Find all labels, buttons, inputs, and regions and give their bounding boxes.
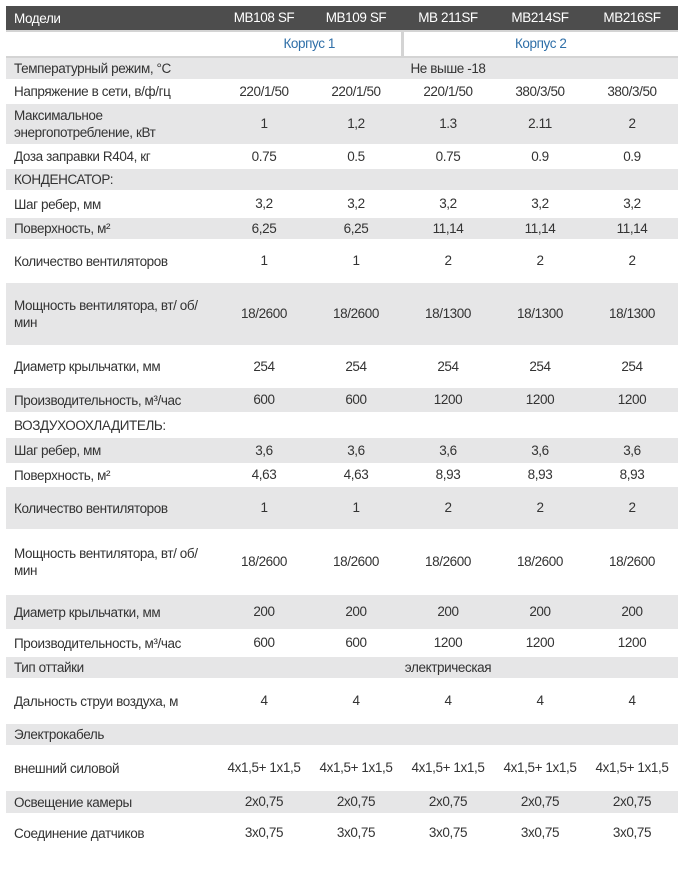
model-name: MB216SF xyxy=(586,6,678,31)
row-value: 600 xyxy=(218,630,310,656)
row-value: 3,6 xyxy=(218,437,310,464)
spec-row xyxy=(6,464,678,486)
row-value: 3,2 xyxy=(586,191,678,217)
row-value: 0.9 xyxy=(586,145,678,168)
corpus-1-label: Корпус 1 xyxy=(218,31,402,57)
row-value: 11,14 xyxy=(402,217,494,240)
model-name: MB108 SF xyxy=(218,6,310,31)
row-value: 1 xyxy=(310,486,402,530)
row-value: 1,2 xyxy=(310,103,402,145)
spec-row xyxy=(6,387,678,413)
spec-row xyxy=(6,168,678,191)
row-value: 3,6 xyxy=(586,437,678,464)
row-value: 200 xyxy=(494,594,586,630)
row-value: 4х1,5+ 1х1,5 xyxy=(310,746,402,790)
row-value: 2х0,75 xyxy=(586,790,678,814)
spec-row xyxy=(6,723,678,746)
row-value: 18/2600 xyxy=(494,530,586,594)
row-value: 2 xyxy=(494,240,586,282)
row-label: Диаметр крыльчатки, мм xyxy=(6,594,218,630)
row-value: 254 xyxy=(586,346,678,387)
row-value: 3,6 xyxy=(402,437,494,464)
row-value: 18/1300 xyxy=(494,282,586,346)
spec-row xyxy=(6,282,678,346)
spec-row xyxy=(6,57,678,80)
row-label: Поверхность, м² xyxy=(6,217,218,240)
row-value: 200 xyxy=(218,594,310,630)
row-value: 380/3/50 xyxy=(586,80,678,103)
row-value: 3х0,75 xyxy=(218,814,310,852)
row-value: 4х1,5+ 1х1,5 xyxy=(586,746,678,790)
row-value: 2 xyxy=(402,240,494,282)
row-span-value: электрическая xyxy=(218,656,678,679)
row-value: 220/1/50 xyxy=(402,80,494,103)
row-value: 1200 xyxy=(586,387,678,413)
spec-row xyxy=(6,656,678,679)
row-label: Диаметр крыльчатки, мм xyxy=(6,346,218,387)
row-value: 0.75 xyxy=(218,145,310,168)
row-value: 4х1,5+ 1х1,5 xyxy=(494,746,586,790)
row-value: 3,2 xyxy=(494,191,586,217)
row-value: 200 xyxy=(402,594,494,630)
row-value: 0.5 xyxy=(310,145,402,168)
spec-row xyxy=(6,191,678,217)
row-label: Напряжение в сети, в/ф/гц xyxy=(6,80,218,103)
row-value: 1200 xyxy=(494,630,586,656)
row-value: 1200 xyxy=(402,630,494,656)
row-value: 220/1/50 xyxy=(310,80,402,103)
corpus-row xyxy=(6,31,678,57)
row-value: 18/2600 xyxy=(310,282,402,346)
row-value: 3х0,75 xyxy=(402,814,494,852)
row-value: 4 xyxy=(494,679,586,723)
row-value: 18/1300 xyxy=(586,282,678,346)
spec-row xyxy=(6,530,678,594)
row-value: 4,63 xyxy=(218,464,310,486)
row-value: 11,14 xyxy=(586,217,678,240)
spec-row xyxy=(6,679,678,723)
row-label: Мощность вентилятора, вт/ об/мин xyxy=(6,530,218,594)
row-value: 1200 xyxy=(494,387,586,413)
row-value: 254 xyxy=(310,346,402,387)
row-value: 4 xyxy=(586,679,678,723)
spec-row xyxy=(6,486,678,530)
row-value: 2 xyxy=(402,486,494,530)
model-name: MB109 SF xyxy=(310,6,402,31)
row-value: 1200 xyxy=(586,630,678,656)
spec-row xyxy=(6,240,678,282)
spec-row xyxy=(6,145,678,168)
spec-row xyxy=(6,103,678,145)
row-value: 2х0,75 xyxy=(310,790,402,814)
row-value: 254 xyxy=(494,346,586,387)
row-value: 220/1/50 xyxy=(218,80,310,103)
row-value: 2 xyxy=(586,240,678,282)
spec-row xyxy=(6,346,678,387)
header-label: Модели xyxy=(6,6,218,31)
row-value: 2х0,75 xyxy=(494,790,586,814)
row-label: Производительность, м³/час xyxy=(6,387,218,413)
spec-row xyxy=(6,594,678,630)
spec-row xyxy=(6,790,678,814)
spec-table xyxy=(6,6,678,853)
row-value: 3,6 xyxy=(494,437,586,464)
row-label: КОНДЕНСАТОР: xyxy=(6,168,218,191)
row-value: 0.9 xyxy=(494,145,586,168)
row-label: Соединение датчиков xyxy=(6,814,218,852)
row-value: 2х0,75 xyxy=(402,790,494,814)
row-label: Электрокабель xyxy=(6,723,218,746)
row-value: 8,93 xyxy=(402,464,494,486)
spec-row xyxy=(6,630,678,656)
spec-row xyxy=(6,80,678,103)
row-value: 600 xyxy=(218,387,310,413)
row-value: 4 xyxy=(218,679,310,723)
row-value: 4х1,5+ 1х1,5 xyxy=(218,746,310,790)
row-label: Шаг ребер, мм xyxy=(6,437,218,464)
row-value: 3,2 xyxy=(402,191,494,217)
row-value: 18/2600 xyxy=(402,530,494,594)
row-value: 2 xyxy=(586,103,678,145)
row-label: Количество вентиляторов xyxy=(6,486,218,530)
row-value: 600 xyxy=(310,630,402,656)
row-value: 1200 xyxy=(402,387,494,413)
row-value: 1 xyxy=(218,103,310,145)
spec-row xyxy=(6,746,678,790)
row-value: 1 xyxy=(218,240,310,282)
row-value: 3х0,75 xyxy=(586,814,678,852)
row-value: 3,2 xyxy=(310,191,402,217)
row-label: Мощность вентилятора, вт/ об/мин xyxy=(6,282,218,346)
model-name: MB 211SF xyxy=(402,6,494,31)
row-value: 200 xyxy=(586,594,678,630)
row-label: ВОЗДУХООХЛАДИТЕЛЬ: xyxy=(6,413,218,437)
spec-row xyxy=(6,217,678,240)
row-value: 254 xyxy=(402,346,494,387)
row-label: Освещение камеры xyxy=(6,790,218,814)
row-value: 2х0,75 xyxy=(218,790,310,814)
row-span-value: Не выше -18 xyxy=(218,57,678,80)
row-value: 2.11 xyxy=(494,103,586,145)
row-label: Шаг ребер, мм xyxy=(6,191,218,217)
corpus-2-label: Корпус 2 xyxy=(402,31,678,57)
spec-row xyxy=(6,437,678,464)
row-value: 0.75 xyxy=(402,145,494,168)
row-value: 18/1300 xyxy=(402,282,494,346)
corpus-blank xyxy=(6,31,218,57)
section-filler xyxy=(218,168,678,191)
row-value: 380/3/50 xyxy=(494,80,586,103)
row-value: 2 xyxy=(494,486,586,530)
row-value: 6,25 xyxy=(310,217,402,240)
row-value: 200 xyxy=(310,594,402,630)
row-value: 3х0,75 xyxy=(494,814,586,852)
row-value: 1.3 xyxy=(402,103,494,145)
row-value: 2 xyxy=(586,486,678,530)
row-value: 3,6 xyxy=(310,437,402,464)
row-value: 600 xyxy=(310,387,402,413)
spec-table-body xyxy=(6,6,678,852)
spec-row xyxy=(6,413,678,437)
row-value: 8,93 xyxy=(586,464,678,486)
row-value: 18/2600 xyxy=(586,530,678,594)
row-label: Доза заправки R404, кг xyxy=(6,145,218,168)
row-label: Количество вентиляторов xyxy=(6,240,218,282)
header-row xyxy=(6,6,678,31)
row-value: 11,14 xyxy=(494,217,586,240)
row-label: Производительность, м³/час xyxy=(6,630,218,656)
row-value: 18/2600 xyxy=(310,530,402,594)
row-value: 8,93 xyxy=(494,464,586,486)
section-filler xyxy=(218,723,678,746)
row-label: Поверхность, м² xyxy=(6,464,218,486)
row-label: Температурный режим, °С xyxy=(6,57,218,80)
row-value: 3,2 xyxy=(218,191,310,217)
row-value: 1 xyxy=(310,240,402,282)
row-label: Дальность струи воздуха, м xyxy=(6,679,218,723)
row-value: 254 xyxy=(218,346,310,387)
row-value: 4,63 xyxy=(310,464,402,486)
row-value: 4 xyxy=(402,679,494,723)
row-value: 4х1,5+ 1х1,5 xyxy=(402,746,494,790)
section-filler xyxy=(218,413,678,437)
model-name: MB214SF xyxy=(494,6,586,31)
row-value: 3х0,75 xyxy=(310,814,402,852)
row-value: 4 xyxy=(310,679,402,723)
row-label: внешний силовой xyxy=(6,746,218,790)
spec-row xyxy=(6,814,678,852)
row-value: 1 xyxy=(218,486,310,530)
row-label: Максимальное энергопотребление, кВт xyxy=(6,103,218,145)
row-value: 18/2600 xyxy=(218,530,310,594)
row-label: Тип оттайки xyxy=(6,656,218,679)
row-value: 6,25 xyxy=(218,217,310,240)
row-value: 18/2600 xyxy=(218,282,310,346)
